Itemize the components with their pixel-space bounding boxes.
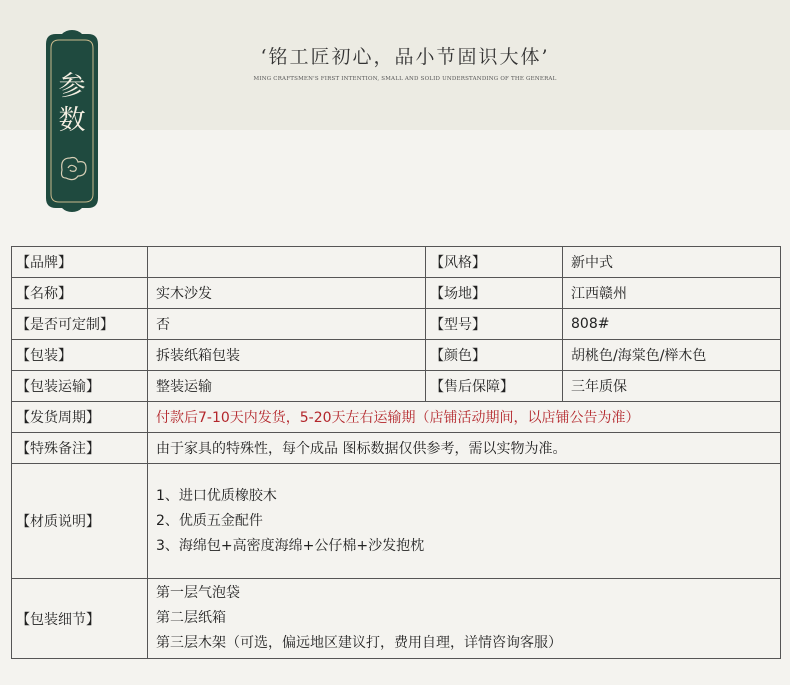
material-line: 2、优质五金配件: [156, 512, 263, 529]
custom-label: 【是否可定制】: [12, 309, 148, 340]
model-label: 【型号】: [426, 309, 563, 340]
delivery-value: 付款后7-10天内发货，5-20天左右运输期（店铺活动期间，以店铺公告为准）: [148, 402, 781, 433]
name-value: 实木沙发: [148, 278, 426, 309]
style-label: 【风格】: [426, 247, 563, 278]
style-value: 新中式: [563, 247, 781, 278]
table-row: [12, 433, 781, 464]
packdetail-line: 第三层木架（可选，偏远地区建议打，费用自理，详情咨询客服）: [156, 635, 562, 651]
table-row: [12, 402, 781, 433]
packdetail-label: 【包装细节】: [12, 579, 148, 659]
table-row: [12, 579, 781, 659]
package-label: 【包装】: [12, 340, 148, 371]
material-line: 1、进口优质橡胶木: [156, 487, 277, 504]
material-line: 3、海绵包+高密度海绵+公仔棉+沙发抱枕: [156, 537, 425, 554]
table-row: [12, 340, 781, 371]
color-label: 【颜色】: [426, 340, 563, 371]
brand-value: [148, 247, 426, 278]
aftersale-value: 三年质保: [563, 371, 781, 402]
params-badge: [40, 30, 104, 212]
brand-label: 【品牌】: [12, 247, 148, 278]
origin-label: 【场地】: [426, 278, 563, 309]
table-row: [12, 278, 781, 309]
package-value: 拆装纸箱包装: [148, 340, 426, 371]
table-row: [12, 371, 781, 402]
table-row: [12, 247, 781, 278]
color-value: 胡桃色/海棠色/榉木色: [563, 340, 781, 371]
material-value: [148, 464, 781, 579]
note-value: 由于家具的特殊性，每个成品 图标数据仅供参考，需以实物为准。: [148, 433, 781, 464]
slogan: ‘铭工匠初心，品小节固识大体’: [260, 46, 550, 68]
badge-char-2: 数: [58, 105, 86, 136]
delivery-label: 【发货周期】: [12, 402, 148, 433]
note-label: 【特殊备注】: [12, 433, 148, 464]
name-label: 【名称】: [12, 278, 148, 309]
badge-char-1: 参: [58, 71, 86, 102]
aftersale-label: 【售后保障】: [426, 371, 563, 402]
material-label: 【材质说明】: [12, 464, 148, 579]
table-row: [12, 309, 781, 340]
packdetail-line: 第二层纸箱: [156, 610, 226, 626]
model-value: 808#: [563, 309, 781, 340]
slogan-english: MING CRAFTSMEN'S FIRST INTENTION, SMALL AND SOLID UNDERSTANDING OF THE GENERAL: [253, 76, 557, 82]
packdetail-line: 第一层气泡袋: [156, 585, 240, 601]
table-row: [12, 464, 781, 579]
custom-value: 否: [148, 309, 426, 340]
origin-value: 江西赣州: [563, 278, 781, 309]
shipping-label: 【包装运输】: [12, 371, 148, 402]
params-table: [11, 246, 781, 659]
packdetail-value: [148, 579, 781, 659]
shipping-value: 整装运输: [148, 371, 426, 402]
